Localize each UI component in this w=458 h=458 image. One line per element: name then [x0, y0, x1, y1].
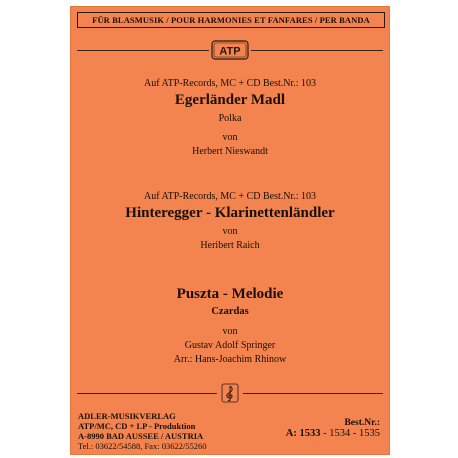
publisher-production: ATP/MC, CD + LP - Produktion: [78, 421, 196, 431]
piece-1-genre: Polka: [218, 113, 242, 124]
piece-2-composer: Heribert Raich: [200, 240, 260, 251]
divider-bottom-right: [243, 393, 383, 394]
order-number-label: Best.Nr.:: [344, 418, 380, 428]
piece-1-composer: Herbert Nieswandt: [192, 146, 268, 157]
piece-1-recording-note: Auf ATP-Records, MC + CD Best.Nr.: 103: [143, 78, 317, 89]
piece-3-von: von: [222, 326, 238, 337]
svg-text:ATP: ATP: [219, 45, 241, 58]
piece-2-recording-note: Auf ATP-Records, MC + CD Best.Nr.: 103: [143, 191, 317, 202]
divider-bottom-left: [77, 393, 217, 394]
piece-2-von: von: [222, 226, 238, 237]
piece-3-arranger: Arr.: Hans-Joachim Rhinow: [173, 354, 287, 365]
piece-1-title: Egerländer Madl: [174, 92, 286, 108]
order-number-block: [286, 418, 380, 439]
publisher-block: [78, 411, 207, 451]
publisher-name: ADLER-MUSIKVERLAG: [78, 411, 176, 421]
order-number-rest: - 1534 - 1535: [320, 428, 380, 439]
atp-logo-icon: [211, 40, 249, 60]
publisher-address: A-8990 BAD AUSSEE / AUSTRIA: [78, 431, 204, 441]
treble-clef-icon: [221, 383, 239, 403]
piece-3-genre: Czardas: [211, 306, 249, 317]
order-number-primary: A: 1533: [285, 428, 321, 439]
piece-3-composer: Gustav Adolf Springer: [184, 340, 276, 351]
music-cover: [70, 6, 390, 455]
piece-3-title: Puszta - Melodie: [176, 286, 284, 302]
instrumentation-banner: FÜR BLASMUSIK / POUR HARMONIES ET FANFARES / PER BANDA: [77, 12, 385, 28]
piece-1-von: von: [222, 132, 238, 143]
publisher-contact: Tel.: 03622/54588, Fax: 03622/55260: [78, 441, 207, 451]
divider-left: [77, 50, 209, 51]
order-numbers: [286, 428, 380, 439]
divider-right: [251, 50, 383, 51]
piece-2-title: Hinteregger - Klarinettenländler: [125, 205, 335, 221]
